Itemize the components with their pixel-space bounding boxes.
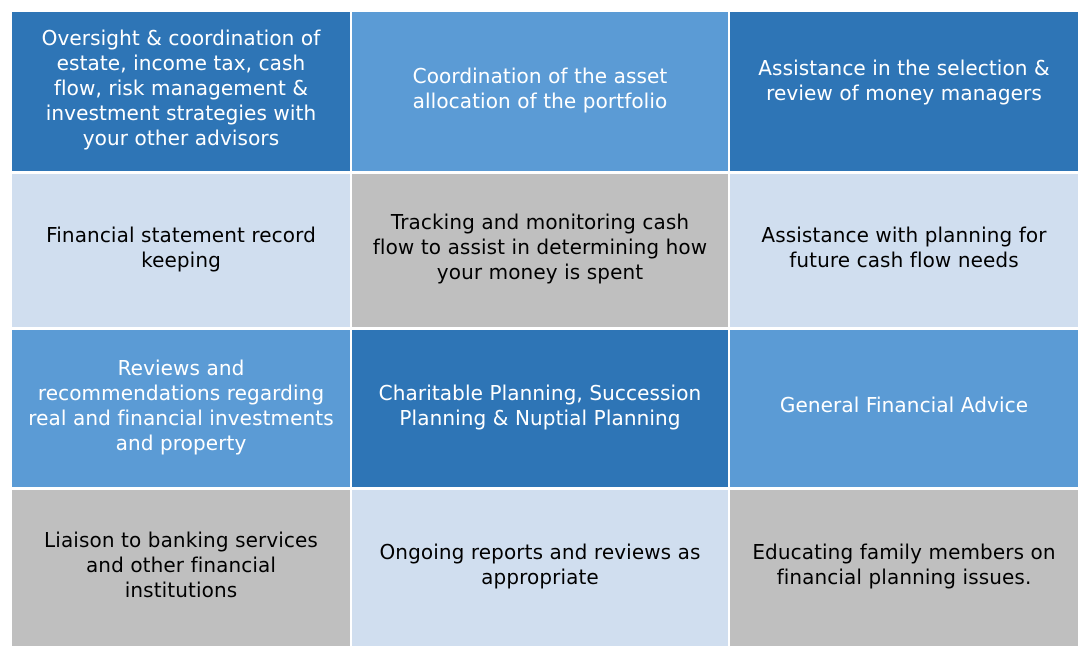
service-text: Reviews and recommendations regarding real and financial investments and property — [28, 355, 334, 455]
service-text: Liaison to banking services and other financial institutions — [44, 527, 318, 602]
service-cell-cash-flow-planning — [730, 174, 1078, 327]
services-grid — [12, 12, 1078, 646]
service-text: Educating family members on financial planning issues. — [752, 540, 1056, 589]
service-cell-family-education — [730, 490, 1078, 646]
service-cell-cash-flow-tracking — [352, 174, 728, 327]
service-text: Ongoing reports and reviews as appropriate — [379, 540, 701, 589]
service-cell-asset-allocation — [352, 12, 728, 171]
service-text: Tracking and monitoring cash flow to assist in determining how your money is spent — [372, 210, 708, 284]
service-cell-oversight — [12, 12, 350, 171]
service-cell-charitable-planning — [352, 330, 728, 487]
service-cell-reviews-recommendations — [12, 330, 350, 487]
service-text: Assistance with planning for future cash flow needs — [761, 222, 1047, 272]
service-text: Charitable Planning, Succession Planning & Nuptial Planning — [378, 380, 702, 430]
service-text: Oversight & coordination of estate, income tax, cash flow, risk management & investment strategies with your other advisors — [41, 26, 321, 150]
service-text: Financial statement record keeping — [46, 222, 316, 272]
service-text: Assistance in the selection & review of money managers — [758, 55, 1050, 105]
service-text: General Financial Advice — [779, 393, 1029, 417]
service-cell-general-advice — [730, 330, 1078, 487]
service-cell-record-keeping — [12, 174, 350, 327]
service-cell-ongoing-reports — [352, 490, 728, 646]
service-cell-banking-liaison — [12, 490, 350, 646]
service-cell-money-managers — [730, 12, 1078, 171]
service-text: Coordination of the asset allocation of the portfolio — [412, 63, 668, 113]
